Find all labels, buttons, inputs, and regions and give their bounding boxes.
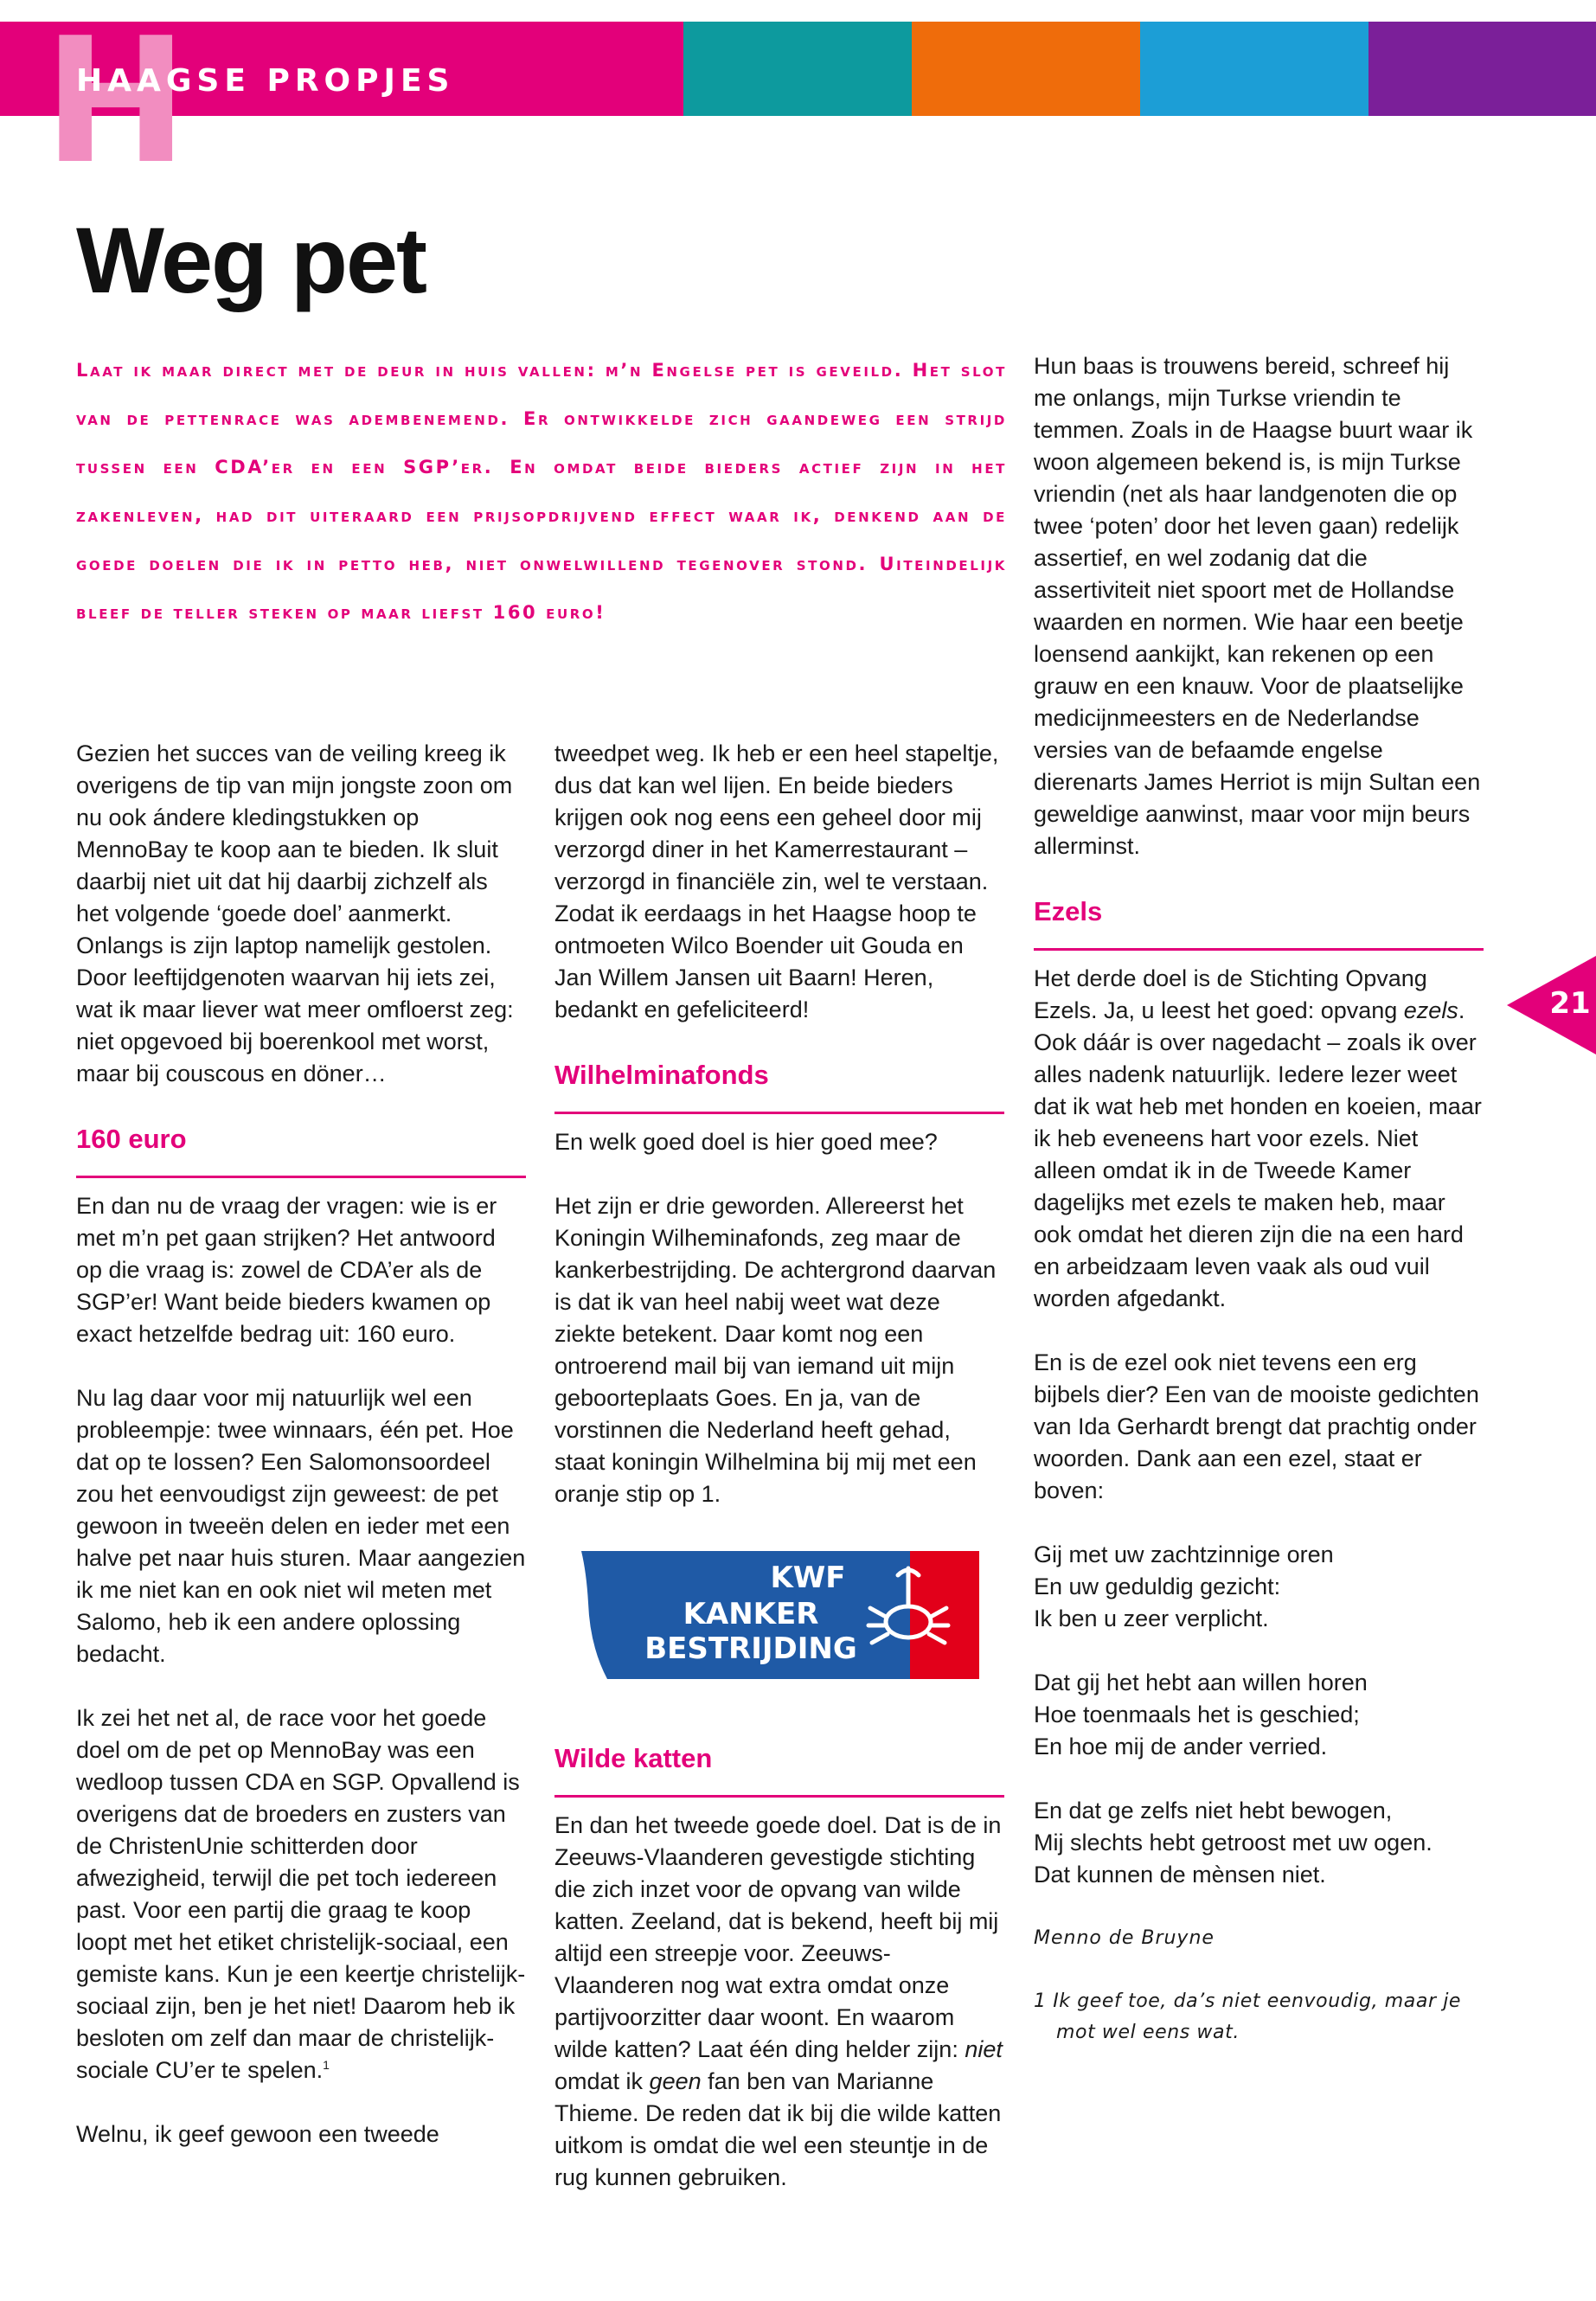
paragraph-text: . Ook dáár is over nagedacht – zoals ik over alles nadenk natuurlijk. Iedere lezer weet dat ik wat heb met honden en koeien, maar ik heb eveneens hart voor ezels. Niet alleen omdat ik in de Tweede Kamer dagelijks met ezels te maken heb, maar ook omdat het dieren zijn die na een hard en arbeidzaam leven vaak als oud vuil worden afgedankt.	[1034, 997, 1482, 1311]
subheading-rule	[1034, 948, 1484, 951]
subheading-rule	[554, 1112, 1004, 1114]
header-band-blue	[1140, 22, 1368, 116]
paragraph: En dan nu de vraag der vragen: wie is er met m’n pet gaan strijken? Het antwoord op die vraag is: zowel de CDA’er als de SGP’er! Want beide bieders kwamen op exact hetzelfde bedrag uit: 160 euro.	[76, 1193, 497, 1347]
section-label: HAAGSE PROPJES	[76, 63, 455, 99]
paragraph-text: omdat ik	[554, 2068, 650, 2094]
subheading-rule	[554, 1795, 1004, 1798]
paragraph-text: Ik zei het net al, de race voor het goede doel om de pet op MennoBay was een wedloop tussen CDA en SGP. Opvallend is overigens dat de broeders en zusters van de ChristenUnie schitterden door afwezigheid, terwijl die pet toch iedereen past. Voor een partij die graag te koop loopt met het etiket christelijk-sociaal, een gemiste kans. Kun je een keertje christelijk-sociaal zijn, ben je het niet! Daarom heb ik besloten om zelf dan maar de christelijk-sociale CU’er te spelen.	[76, 1705, 526, 2083]
subheading-wilde-katten: Wilde katten	[554, 1743, 713, 1773]
paragraph: Gezien het succes van de veiling kreeg ik overigens de tip van mijn jongste zoon om nu ook ándere kledingstukken op MennoBay te koop aan te bieden. Ik sluit daarbij niet uit dat hij daarbij zichzelf als het volgende ‘goede doel’ aanmerkt. Onlangs is zijn laptop namelijk gestolen. Door leeftijdgenoten waarvan hij iets zei, wat ik maar liever wat meer omfloerst zeg: niet opgevoed bij boerenkool met worst, maar bij couscous en döner…	[76, 740, 514, 1086]
article-title: Weg pet	[76, 208, 426, 312]
emphasis: geen	[649, 2068, 702, 2094]
paragraph: Welnu, ik geef gewoon een tweede	[76, 2121, 439, 2147]
logo-text-kwf: KWF	[770, 1561, 846, 1595]
column-2	[554, 738, 1004, 2226]
paragraph	[554, 1810, 1004, 2194]
subheading-ezels: Ezels	[1034, 896, 1103, 926]
paragraph: tweedpet weg. Ik heb er een heel stapeltje, dus dat kan wel lijen. En beide bieders krijgen ook nog eens een geheel door mij verzorgd diner in het Kamerrestaurant – verzorgd in financiële zin, wel te verstaan. Zodat ik eerdaags in het Haagse hoop te ontmoeten Wilco Boender uit Gouda en Jan Willem Jansen uit Baarn! Heren, bedankt en gefeliciteerd!	[554, 740, 999, 1022]
poem-stanza-1: Gij met uw zachtzinnige oren En uw geduldig gezicht: Ik ben u zeer verplicht.	[1034, 1541, 1334, 1631]
emphasis: niet	[965, 2036, 1003, 2062]
footnote-ref: 1	[323, 2058, 330, 2072]
page-number: 21	[1549, 986, 1591, 1021]
kwf-logo	[581, 1551, 979, 1679]
column-1	[76, 738, 526, 2182]
subheading-wilhelminafonds: Wilhelminafonds	[554, 1060, 769, 1090]
paragraph: Hun baas is trouwens bereid, schreef hij me onlangs, mijn Turkse vriendin te temmen. Zoals in de Haagse buurt waar ik woon algemeen bekend is, is mijn Turkse vriendin (net als haar landgenoten die op twee ‘poten’ door het leven gaan) redelijk assertief, en wel zodanig dat die assertiviteit niet spoort met de Hollandse waarden en normen. Wie haar een beetje loensend aankijkt, kan rekenen op een grauw en een knauw. Voor de plaatselijke medicijnmeesters en de Nederlandse versies van de befaamde engelse dierenarts James Herriot is mijn Sultan een geweldige aanwinst, maar voor mijn beurs allerminst.	[1034, 353, 1481, 859]
article-intro: Laat ik maar direct met de deur in huis vallen: m’n Engelse pet is geveild. Het slot van de pettenrace was adembenemend. Er ontwikkelde zich gaandeweg een strijd tussen een CDA’er en een SGP’er. En omdat beide bieders actief zijn in het zakenleven, had dit uiteraard een prijsopdrijvend effect waar ik, denkend aan de goede doelen die ik in petto heb, niet onwelwillend tegenover stond. Uiteindelijk bleef de teller steken op maar liefst 160 euro!	[76, 360, 1007, 623]
header-band-teal	[683, 22, 912, 116]
header-band-orange	[912, 22, 1140, 116]
paragraph-text: fan ben van Marianne Thieme. De reden dat ik bij die wilde katten uitkom is omdat die wel een steuntje in de rug kunnen gebruiken.	[554, 2068, 1002, 2190]
column-3	[1034, 350, 1484, 2080]
kwf-logo-red	[910, 1551, 979, 1679]
paragraph: Nu lag daar voor mij natuurlijk wel een probleempje: twee winnaars, één pet. Hoe dat op te lossen? Een Salomonsoordeel zou het eenvoudigst zijn geweest: de pet gewoon in tweeën delen en ieder met een halve pet naar huis sturen. Maar aangezien ik me niet kan en ook niet wil meten met Salomo, heb ik een andere oplossing bedacht.	[76, 1385, 526, 1667]
subheading-160-euro: 160 euro	[76, 1124, 187, 1154]
paragraph	[76, 1702, 526, 2086]
emphasis: ezels	[1403, 997, 1458, 1023]
author-signature: Menno de Bruyne	[1034, 1927, 1215, 1949]
poem-stanza-3: En dat ge zelfs niet hebt bewogen, Mij slechts hebt getroost met uw ogen. Dat kunnen de mènsen niet.	[1034, 1798, 1433, 1888]
paragraph	[1034, 963, 1484, 1315]
header-band-purple	[1368, 22, 1596, 116]
paragraph-text: Het derde doel is de Stichting Opvang Ezels. Ja, u leest het goed: opvang	[1034, 965, 1427, 1023]
paragraph-text: En dan het tweede goede doel. Dat is de in Zeeuws-Vlaanderen gevestigde stichting die zich inzet voor de opvang van wilde katten. Zeeland, dat is bekend, heeft bij mij altijd een streepje voor. Zeeuws-Vlaanderen nog wat extra omdat onze partijvoorzitter daar woont. En waarom wilde katten? Laat één ding helder zijn:	[554, 1812, 1002, 2062]
paragraph: Het zijn er drie geworden. Allereerst het Koningin Wilheminafonds, zeg maar de kankerbestrijding. De achtergrond daarvan is dat ik van heel nabij weet wat deze ziekte betekent. Daar komt nog een ontroerend mail bij van iemand uit mijn geboorteplaats Goes. En ja, van de vorstinnen die Nederland heeft gehad, staat koningin Wilhelmina bij mij met een oranje stip op 1.	[554, 1193, 997, 1507]
section-initial: H	[43, 1, 185, 202]
footnote: 1 Ik geef toe, da’s niet eenvoudig, maar je mot wel eens wat.	[1034, 1990, 1462, 2043]
subheading-rule	[76, 1176, 526, 1178]
paragraph: En welk goed doel is hier goed mee?	[554, 1129, 938, 1155]
poem-stanza-2: Dat gij het hebt aan willen horen Hoe toenmaals het is geschied; En hoe mij de ander verried.	[1034, 1670, 1368, 1759]
paragraph: En is de ezel ook niet tevens een erg bijbels dier? Een van de mooiste gedichten van Ida Gerhardt brengt dat prachtig onder woorden. Dank aan een ezel, staat er boven:	[1034, 1349, 1479, 1503]
logo-text-kanker: KANKER	[683, 1597, 819, 1631]
logo-text-bestrijding: BESTRIJDING	[644, 1631, 857, 1666]
